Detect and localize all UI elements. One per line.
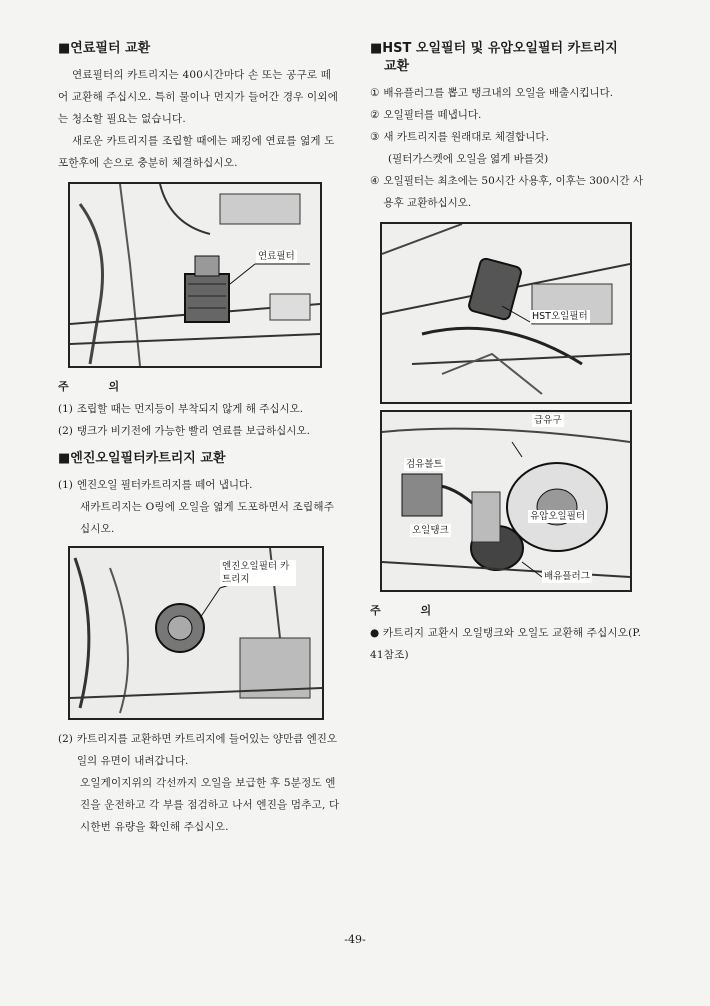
hst-step-3-num: ③: [370, 131, 380, 143]
hst-filter-heading: [370, 40, 652, 76]
drain-plug-label: 배유플러그: [544, 571, 590, 582]
hst-filter-heading-line2: 교환: [384, 59, 410, 74]
hst-step-3: [370, 126, 652, 148]
hst-filter-figure: [380, 222, 632, 404]
hst-step-2: [370, 104, 652, 126]
fuel-filter-figure: [68, 182, 322, 368]
caution-item-2: [58, 420, 340, 442]
hst-filter-heading-line1: ■HST 오일필터 및 유압오일필터 카트리지: [370, 41, 618, 56]
left-column: [58, 40, 340, 838]
hst-step-2-num: ②: [370, 109, 380, 121]
caution-item-2-num: (2): [58, 425, 73, 437]
oil-inlet-label: 급유구: [534, 415, 562, 426]
right-column: [370, 40, 652, 666]
caution-item-1: [58, 398, 340, 420]
fuel-filter-label: 연료필터: [258, 251, 295, 262]
hst-step-3-text: 새 카트리지를 원래대로 체결합니다.: [383, 131, 549, 143]
engine-oil-step-1-num: (1): [58, 479, 73, 491]
engine-oil-step-2-text: 카트리지를 교환하면 카트리지에 들어있는 양만큼 엔진오일의 유면이 내려갑니다.: [76, 733, 337, 767]
caution-heading-left: 주 의: [58, 380, 138, 393]
hydraulic-oil-filter-label: 유압오일필터: [530, 511, 586, 522]
hydraulic-filter-illustration: [382, 412, 630, 590]
caution-item-1-text: 조립할 때는 먼지등이 부착되지 않게 해 주십시오.: [76, 403, 304, 415]
engine-oil-filter-label: 엔진오일필터 카트리지: [220, 560, 296, 586]
engine-oil-step-1: [58, 474, 340, 496]
hst-step-4-text: 오일필터는 최초에는 50시간 사용후, 이후는 300시간 사용후 교환하십시오.: [383, 175, 644, 209]
hst-step-4: [370, 170, 652, 214]
engine-oil-step-2-num: (2): [58, 733, 73, 745]
fuel-filter-paragraph-2: 새로운 카트리지를 조립할 때에는 패킹에 연료를 엷게 도포한후에 손으로 충분히 체결하십시오.: [58, 135, 335, 169]
hydraulic-filter-figure: [380, 410, 632, 592]
gauge-bolt-label: 검유볼트: [406, 459, 443, 470]
hst-step-3-note-text: (필터가스켓에 오일을 엷게 바를것): [388, 153, 549, 165]
oil-tank-label: 오일탱크: [412, 525, 449, 536]
engine-oil-step-1-text: 엔진오일 필터카트리지를 떼어 냅니다.: [76, 479, 253, 491]
engine-oil-step-1-sub: 새카트리지는 O링에 오일을 엷게 도포하면서 조립해주십시오.: [80, 501, 335, 535]
engine-oil-heading: ■엔진오일필터카트리지 교환: [58, 451, 226, 466]
fuel-filter-heading: ■연료필터 교환: [58, 41, 151, 56]
fuel-filter-paragraph-1: 연료필터의 카트리지는 400시간마다 손 또는 공구로 떼어 교환해 주십시오. 특히 물이나 먼지가 들어간 경우 이외에는 청소할 필요는 없습니다.: [58, 69, 339, 125]
page-number: -49-: [344, 933, 366, 946]
engine-oil-step-2-sub: 오일게이지위의 각선까지 오일을 보급한 후 5분정도 엔진을 운전하고 각 부를 점검하고 나서 엔진을 멈추고, 다시한번 유량을 확인해 주십시오.: [80, 777, 340, 833]
hst-filter-illustration: [382, 224, 630, 402]
hst-oil-filter-label: HST오일필터: [532, 311, 588, 322]
engine-oil-filter-figure: [68, 546, 324, 720]
hst-step-1: [370, 82, 652, 104]
hst-step-2-text: 오일필터를 떼냅니다.: [383, 109, 482, 121]
caution-note-right: ● 카트리지 교환시 오일탱크와 오일도 교환해 주십시오(P. 41참조): [370, 627, 642, 661]
hst-step-3-note: [370, 148, 652, 170]
caution-item-1-num: (1): [58, 403, 73, 415]
caution-item-2-text: 탱크가 비기전에 가능한 빨리 연료를 보급하십시오.: [76, 425, 310, 437]
hst-step-1-text: 배유플러그를 뽑고 탱크내의 오일을 배출시킵니다.: [383, 87, 614, 99]
fuel-filter-illustration: [70, 184, 320, 366]
hst-step-1-num: ①: [370, 87, 380, 99]
engine-oil-step-2: [58, 728, 340, 772]
hst-step-4-num: ④: [370, 175, 380, 187]
caution-heading-right: 주 의: [370, 604, 450, 617]
